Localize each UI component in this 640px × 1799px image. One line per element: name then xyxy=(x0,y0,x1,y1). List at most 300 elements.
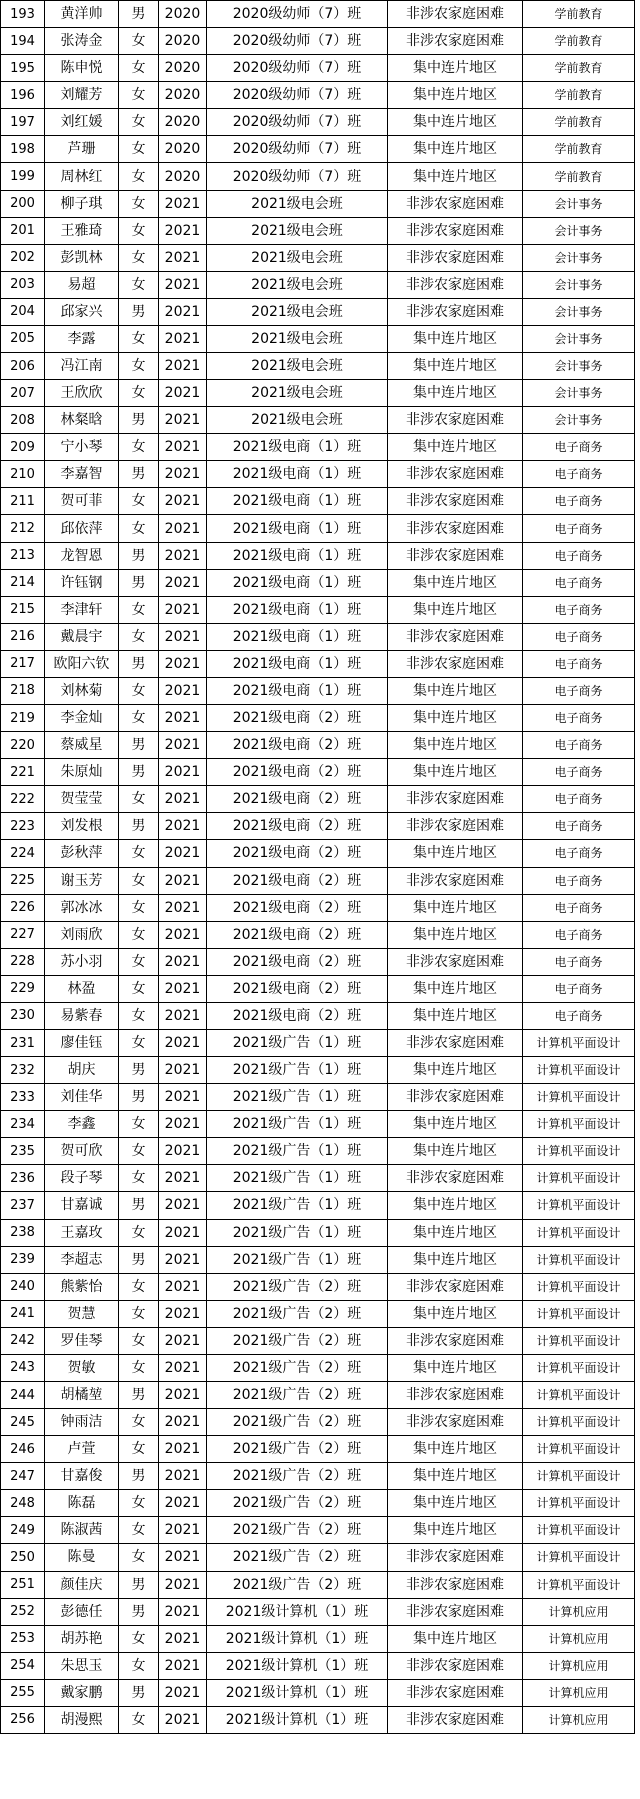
hardship-type-cell: 非涉农家庭困难 xyxy=(388,786,523,813)
major-cell: 电子商务 xyxy=(523,596,635,623)
student-name-cell: 芦珊 xyxy=(45,136,119,163)
gender-cell: 男 xyxy=(119,1,159,28)
gender-cell: 女 xyxy=(119,1409,159,1436)
table-row xyxy=(1,623,635,650)
student-name-cell: 钟雨洁 xyxy=(45,1409,119,1436)
student-name-cell: 郭冰冰 xyxy=(45,894,119,921)
student-name-cell: 贺可欣 xyxy=(45,1138,119,1165)
student-name-cell: 段子琴 xyxy=(45,1165,119,1192)
table-row xyxy=(1,136,635,163)
table-row xyxy=(1,1057,635,1084)
student-name-cell: 陈曼 xyxy=(45,1544,119,1571)
student-name-cell: 黄洋帅 xyxy=(45,1,119,28)
table-row xyxy=(1,1138,635,1165)
major-cell: 电子商务 xyxy=(523,894,635,921)
hardship-type-cell: 非涉农家庭困难 xyxy=(388,867,523,894)
student-name-cell: 李金灿 xyxy=(45,705,119,732)
class-cell: 2020级幼师（7）班 xyxy=(207,163,388,190)
student-name-cell: 彭秋萍 xyxy=(45,840,119,867)
class-cell: 2021级电商（2）班 xyxy=(207,975,388,1002)
table-row xyxy=(1,163,635,190)
gender-cell: 女 xyxy=(119,1029,159,1056)
major-cell: 会计事务 xyxy=(523,353,635,380)
hardship-type-cell: 集中连片地区 xyxy=(388,677,523,704)
student-name-cell: 胡苏艳 xyxy=(45,1625,119,1652)
student-name-cell: 王欣欣 xyxy=(45,380,119,407)
gender-cell: 女 xyxy=(119,921,159,948)
gender-cell: 女 xyxy=(119,596,159,623)
major-cell: 电子商务 xyxy=(523,732,635,759)
gender-cell: 男 xyxy=(119,1381,159,1408)
hardship-type-cell: 集中连片地区 xyxy=(388,136,523,163)
table-row xyxy=(1,1084,635,1111)
table-row xyxy=(1,217,635,244)
table-row xyxy=(1,840,635,867)
class-cell: 2021级计算机（1）班 xyxy=(207,1598,388,1625)
row-number-cell: 203 xyxy=(1,271,45,298)
major-cell: 计算机平面设计 xyxy=(523,1354,635,1381)
student-name-cell: 陈淑茜 xyxy=(45,1517,119,1544)
row-number-cell: 218 xyxy=(1,677,45,704)
row-number-cell: 198 xyxy=(1,136,45,163)
year-cell: 2021 xyxy=(159,677,207,704)
row-number-cell: 221 xyxy=(1,759,45,786)
row-number-cell: 208 xyxy=(1,407,45,434)
gender-cell: 男 xyxy=(119,1571,159,1598)
row-number-cell: 242 xyxy=(1,1327,45,1354)
table-row xyxy=(1,650,635,677)
class-cell: 2021级计算机（1）班 xyxy=(207,1625,388,1652)
table-row xyxy=(1,1571,635,1598)
row-number-cell: 232 xyxy=(1,1057,45,1084)
major-cell: 电子商务 xyxy=(523,542,635,569)
gender-cell: 男 xyxy=(119,1084,159,1111)
gender-cell: 女 xyxy=(119,1138,159,1165)
gender-cell: 男 xyxy=(119,298,159,325)
row-number-cell: 214 xyxy=(1,569,45,596)
gender-cell: 女 xyxy=(119,515,159,542)
table-row xyxy=(1,1544,635,1571)
student-name-cell: 戴家鹏 xyxy=(45,1679,119,1706)
gender-cell: 女 xyxy=(119,1517,159,1544)
table-row xyxy=(1,1706,635,1733)
table-row xyxy=(1,298,635,325)
row-number-cell: 227 xyxy=(1,921,45,948)
year-cell: 2021 xyxy=(159,244,207,271)
table-row xyxy=(1,1192,635,1219)
hardship-type-cell: 集中连片地区 xyxy=(388,921,523,948)
class-cell: 2021级广告（1）班 xyxy=(207,1192,388,1219)
student-name-cell: 王雅琦 xyxy=(45,217,119,244)
gender-cell: 女 xyxy=(119,894,159,921)
row-number-cell: 255 xyxy=(1,1679,45,1706)
student-name-cell: 甘嘉俊 xyxy=(45,1463,119,1490)
hardship-type-cell: 非涉农家庭困难 xyxy=(388,488,523,515)
gender-cell: 女 xyxy=(119,434,159,461)
major-cell: 会计事务 xyxy=(523,298,635,325)
table-row xyxy=(1,1300,635,1327)
gender-cell: 女 xyxy=(119,353,159,380)
gender-cell: 女 xyxy=(119,786,159,813)
table-row xyxy=(1,271,635,298)
table-row xyxy=(1,596,635,623)
hardship-type-cell: 非涉农家庭困难 xyxy=(388,271,523,298)
year-cell: 2021 xyxy=(159,190,207,217)
student-name-cell: 龙智恩 xyxy=(45,542,119,569)
hardship-type-cell: 集中连片地区 xyxy=(388,596,523,623)
year-cell: 2020 xyxy=(159,82,207,109)
class-cell: 2021级电会班 xyxy=(207,190,388,217)
table-row xyxy=(1,1219,635,1246)
student-name-cell: 李超志 xyxy=(45,1246,119,1273)
class-cell: 2021级电商（2）班 xyxy=(207,1002,388,1029)
major-cell: 计算机平面设计 xyxy=(523,1138,635,1165)
major-cell: 学前教育 xyxy=(523,163,635,190)
hardship-type-cell: 集中连片地区 xyxy=(388,82,523,109)
row-number-cell: 226 xyxy=(1,894,45,921)
row-number-cell: 215 xyxy=(1,596,45,623)
row-number-cell: 196 xyxy=(1,82,45,109)
table-row xyxy=(1,1327,635,1354)
table-row xyxy=(1,921,635,948)
class-cell: 2021级电商（2）班 xyxy=(207,894,388,921)
year-cell: 2020 xyxy=(159,136,207,163)
year-cell: 2020 xyxy=(159,1,207,28)
class-cell: 2021级广告（2）班 xyxy=(207,1409,388,1436)
row-number-cell: 213 xyxy=(1,542,45,569)
table-row xyxy=(1,82,635,109)
class-cell: 2021级广告（1）班 xyxy=(207,1219,388,1246)
year-cell: 2021 xyxy=(159,1111,207,1138)
student-name-cell: 刘发根 xyxy=(45,813,119,840)
gender-cell: 男 xyxy=(119,1192,159,1219)
major-cell: 计算机应用 xyxy=(523,1598,635,1625)
major-cell: 会计事务 xyxy=(523,380,635,407)
major-cell: 电子商务 xyxy=(523,840,635,867)
year-cell: 2021 xyxy=(159,271,207,298)
gender-cell: 女 xyxy=(119,975,159,1002)
major-cell: 学前教育 xyxy=(523,28,635,55)
year-cell: 2021 xyxy=(159,840,207,867)
major-cell: 计算机平面设计 xyxy=(523,1327,635,1354)
gender-cell: 女 xyxy=(119,271,159,298)
year-cell: 2021 xyxy=(159,488,207,515)
student-name-cell: 贺可菲 xyxy=(45,488,119,515)
gender-cell: 女 xyxy=(119,244,159,271)
year-cell: 2021 xyxy=(159,1300,207,1327)
year-cell: 2021 xyxy=(159,434,207,461)
class-cell: 2021级电商（2）班 xyxy=(207,921,388,948)
major-cell: 学前教育 xyxy=(523,136,635,163)
row-number-cell: 241 xyxy=(1,1300,45,1327)
major-cell: 电子商务 xyxy=(523,786,635,813)
major-cell: 会计事务 xyxy=(523,244,635,271)
student-name-cell: 熊紫怡 xyxy=(45,1273,119,1300)
gender-cell: 女 xyxy=(119,325,159,352)
major-cell: 会计事务 xyxy=(523,407,635,434)
student-name-cell: 谢玉芳 xyxy=(45,867,119,894)
row-number-cell: 250 xyxy=(1,1544,45,1571)
gender-cell: 男 xyxy=(119,569,159,596)
hardship-type-cell: 非涉农家庭困难 xyxy=(388,190,523,217)
hardship-type-cell: 集中连片地区 xyxy=(388,1625,523,1652)
year-cell: 2021 xyxy=(159,1625,207,1652)
student-name-cell: 刘佳华 xyxy=(45,1084,119,1111)
gender-cell: 男 xyxy=(119,461,159,488)
year-cell: 2021 xyxy=(159,623,207,650)
gender-cell: 女 xyxy=(119,28,159,55)
year-cell: 2021 xyxy=(159,325,207,352)
year-cell: 2021 xyxy=(159,1084,207,1111)
gender-cell: 女 xyxy=(119,1273,159,1300)
gender-cell: 女 xyxy=(119,190,159,217)
gender-cell: 女 xyxy=(119,1625,159,1652)
row-number-cell: 202 xyxy=(1,244,45,271)
hardship-type-cell: 集中连片地区 xyxy=(388,1246,523,1273)
student-name-cell: 王嘉玫 xyxy=(45,1219,119,1246)
hardship-type-cell: 集中连片地区 xyxy=(388,1300,523,1327)
major-cell: 计算机平面设计 xyxy=(523,1490,635,1517)
row-number-cell: 253 xyxy=(1,1625,45,1652)
hardship-type-cell: 集中连片地区 xyxy=(388,705,523,732)
row-number-cell: 248 xyxy=(1,1490,45,1517)
major-cell: 电子商务 xyxy=(523,975,635,1002)
row-number-cell: 231 xyxy=(1,1029,45,1056)
class-cell: 2021级电会班 xyxy=(207,407,388,434)
major-cell: 计算机平面设计 xyxy=(523,1111,635,1138)
student-name-cell: 刘红媛 xyxy=(45,109,119,136)
class-cell: 2021级广告（2）班 xyxy=(207,1436,388,1463)
year-cell: 2021 xyxy=(159,380,207,407)
row-number-cell: 205 xyxy=(1,325,45,352)
table-row xyxy=(1,975,635,1002)
class-cell: 2021级电商（2）班 xyxy=(207,732,388,759)
hardship-type-cell: 非涉农家庭困难 xyxy=(388,542,523,569)
student-name-cell: 李鑫 xyxy=(45,1111,119,1138)
table-row xyxy=(1,1490,635,1517)
row-number-cell: 229 xyxy=(1,975,45,1002)
major-cell: 计算机应用 xyxy=(523,1652,635,1679)
hardship-type-cell: 集中连片地区 xyxy=(388,1219,523,1246)
year-cell: 2021 xyxy=(159,975,207,1002)
student-name-cell: 陈磊 xyxy=(45,1490,119,1517)
year-cell: 2021 xyxy=(159,759,207,786)
gender-cell: 男 xyxy=(119,1598,159,1625)
hardship-type-cell: 非涉农家庭困难 xyxy=(388,407,523,434)
major-cell: 会计事务 xyxy=(523,271,635,298)
table-row xyxy=(1,1598,635,1625)
row-number-cell: 243 xyxy=(1,1354,45,1381)
hardship-type-cell: 非涉农家庭困难 xyxy=(388,623,523,650)
table-row xyxy=(1,488,635,515)
hardship-type-cell: 集中连片地区 xyxy=(388,759,523,786)
gender-cell: 男 xyxy=(119,407,159,434)
year-cell: 2021 xyxy=(159,1273,207,1300)
class-cell: 2021级电会班 xyxy=(207,244,388,271)
gender-cell: 女 xyxy=(119,1111,159,1138)
hardship-type-cell: 非涉农家庭困难 xyxy=(388,1409,523,1436)
year-cell: 2021 xyxy=(159,1002,207,1029)
major-cell: 电子商务 xyxy=(523,759,635,786)
row-number-cell: 252 xyxy=(1,1598,45,1625)
major-cell: 电子商务 xyxy=(523,921,635,948)
year-cell: 2021 xyxy=(159,1029,207,1056)
row-number-cell: 204 xyxy=(1,298,45,325)
year-cell: 2021 xyxy=(159,1327,207,1354)
class-cell: 2021级计算机（1）班 xyxy=(207,1652,388,1679)
class-cell: 2021级电商（2）班 xyxy=(207,813,388,840)
gender-cell: 女 xyxy=(119,488,159,515)
year-cell: 2021 xyxy=(159,217,207,244)
table-row xyxy=(1,434,635,461)
student-name-cell: 贺敏 xyxy=(45,1354,119,1381)
major-cell: 学前教育 xyxy=(523,109,635,136)
table-row xyxy=(1,1246,635,1273)
major-cell: 计算机平面设计 xyxy=(523,1436,635,1463)
student-name-cell: 刘耀芳 xyxy=(45,82,119,109)
student-name-cell: 彭德任 xyxy=(45,1598,119,1625)
gender-cell: 女 xyxy=(119,840,159,867)
row-number-cell: 237 xyxy=(1,1192,45,1219)
gender-cell: 女 xyxy=(119,1706,159,1733)
gender-cell: 女 xyxy=(119,1219,159,1246)
year-cell: 2021 xyxy=(159,705,207,732)
gender-cell: 女 xyxy=(119,867,159,894)
gender-cell: 男 xyxy=(119,1246,159,1273)
class-cell: 2021级广告（2）班 xyxy=(207,1517,388,1544)
table-row xyxy=(1,894,635,921)
row-number-cell: 249 xyxy=(1,1517,45,1544)
gender-cell: 男 xyxy=(119,732,159,759)
year-cell: 2020 xyxy=(159,109,207,136)
gender-cell: 女 xyxy=(119,1327,159,1354)
gender-cell: 女 xyxy=(119,705,159,732)
class-cell: 2021级电会班 xyxy=(207,217,388,244)
row-number-cell: 224 xyxy=(1,840,45,867)
student-name-cell: 胡漫熙 xyxy=(45,1706,119,1733)
student-name-cell: 胡庆 xyxy=(45,1057,119,1084)
year-cell: 2021 xyxy=(159,1571,207,1598)
major-cell: 计算机平面设计 xyxy=(523,1219,635,1246)
year-cell: 2021 xyxy=(159,1138,207,1165)
gender-cell: 女 xyxy=(119,1002,159,1029)
class-cell: 2020级幼师（7）班 xyxy=(207,55,388,82)
row-number-cell: 217 xyxy=(1,650,45,677)
year-cell: 2021 xyxy=(159,1544,207,1571)
student-name-cell: 李露 xyxy=(45,325,119,352)
year-cell: 2021 xyxy=(159,867,207,894)
class-cell: 2021级广告（2）班 xyxy=(207,1300,388,1327)
year-cell: 2021 xyxy=(159,515,207,542)
student-name-cell: 颜佳庆 xyxy=(45,1571,119,1598)
class-cell: 2021级广告（1）班 xyxy=(207,1138,388,1165)
table-row xyxy=(1,190,635,217)
student-name-cell: 廖佳钰 xyxy=(45,1029,119,1056)
student-name-cell: 贺慧 xyxy=(45,1300,119,1327)
roster-body xyxy=(1,1,635,1734)
table-row xyxy=(1,948,635,975)
year-cell: 2020 xyxy=(159,163,207,190)
year-cell: 2021 xyxy=(159,921,207,948)
class-cell: 2021级广告（1）班 xyxy=(207,1057,388,1084)
class-cell: 2021级广告（2）班 xyxy=(207,1327,388,1354)
major-cell: 会计事务 xyxy=(523,190,635,217)
class-cell: 2021级广告（2）班 xyxy=(207,1463,388,1490)
class-cell: 2021级电商（2）班 xyxy=(207,786,388,813)
class-cell: 2021级广告（1）班 xyxy=(207,1111,388,1138)
hardship-type-cell: 非涉农家庭困难 xyxy=(388,1598,523,1625)
major-cell: 会计事务 xyxy=(523,217,635,244)
row-number-cell: 240 xyxy=(1,1273,45,1300)
class-cell: 2020级幼师（7）班 xyxy=(207,109,388,136)
row-number-cell: 223 xyxy=(1,813,45,840)
major-cell: 计算机平面设计 xyxy=(523,1517,635,1544)
hardship-type-cell: 非涉农家庭困难 xyxy=(388,1273,523,1300)
major-cell: 计算机平面设计 xyxy=(523,1544,635,1571)
year-cell: 2021 xyxy=(159,1354,207,1381)
major-cell: 学前教育 xyxy=(523,1,635,28)
hardship-type-cell: 集中连片地区 xyxy=(388,569,523,596)
gender-cell: 女 xyxy=(119,677,159,704)
class-cell: 2021级电商（2）班 xyxy=(207,759,388,786)
hardship-type-cell: 非涉农家庭困难 xyxy=(388,1084,523,1111)
year-cell: 2021 xyxy=(159,1517,207,1544)
class-cell: 2021级广告（2）班 xyxy=(207,1354,388,1381)
student-name-cell: 林盈 xyxy=(45,975,119,1002)
year-cell: 2021 xyxy=(159,650,207,677)
gender-cell: 男 xyxy=(119,759,159,786)
student-name-cell: 朱原灿 xyxy=(45,759,119,786)
year-cell: 2021 xyxy=(159,1192,207,1219)
class-cell: 2021级计算机（1）班 xyxy=(207,1679,388,1706)
hardship-type-cell: 集中连片地区 xyxy=(388,325,523,352)
student-name-cell: 柳子琪 xyxy=(45,190,119,217)
gender-cell: 女 xyxy=(119,380,159,407)
gender-cell: 男 xyxy=(119,1057,159,1084)
table-row xyxy=(1,732,635,759)
major-cell: 电子商务 xyxy=(523,705,635,732)
class-cell: 2021级电商（2）班 xyxy=(207,705,388,732)
gender-cell: 男 xyxy=(119,1463,159,1490)
class-cell: 2021级电商（1）班 xyxy=(207,677,388,704)
hardship-type-cell: 集中连片地区 xyxy=(388,894,523,921)
major-cell: 计算机应用 xyxy=(523,1625,635,1652)
year-cell: 2021 xyxy=(159,732,207,759)
year-cell: 2021 xyxy=(159,1706,207,1733)
hardship-type-cell: 非涉农家庭困难 xyxy=(388,1381,523,1408)
row-number-cell: 239 xyxy=(1,1246,45,1273)
student-name-cell: 朱思玉 xyxy=(45,1652,119,1679)
table-row xyxy=(1,867,635,894)
major-cell: 电子商务 xyxy=(523,623,635,650)
class-cell: 2021级广告（1）班 xyxy=(207,1165,388,1192)
table-row xyxy=(1,353,635,380)
year-cell: 2021 xyxy=(159,1652,207,1679)
row-number-cell: 251 xyxy=(1,1571,45,1598)
year-cell: 2021 xyxy=(159,1057,207,1084)
student-name-cell: 冯江南 xyxy=(45,353,119,380)
year-cell: 2021 xyxy=(159,786,207,813)
class-cell: 2020级幼师（7）班 xyxy=(207,136,388,163)
table-row xyxy=(1,1463,635,1490)
hardship-type-cell: 非涉农家庭困难 xyxy=(388,244,523,271)
student-name-cell: 甘嘉诚 xyxy=(45,1192,119,1219)
table-row xyxy=(1,1111,635,1138)
row-number-cell: 254 xyxy=(1,1652,45,1679)
student-name-cell: 宁小琴 xyxy=(45,434,119,461)
student-name-cell: 刘雨欣 xyxy=(45,921,119,948)
table-row xyxy=(1,461,635,488)
